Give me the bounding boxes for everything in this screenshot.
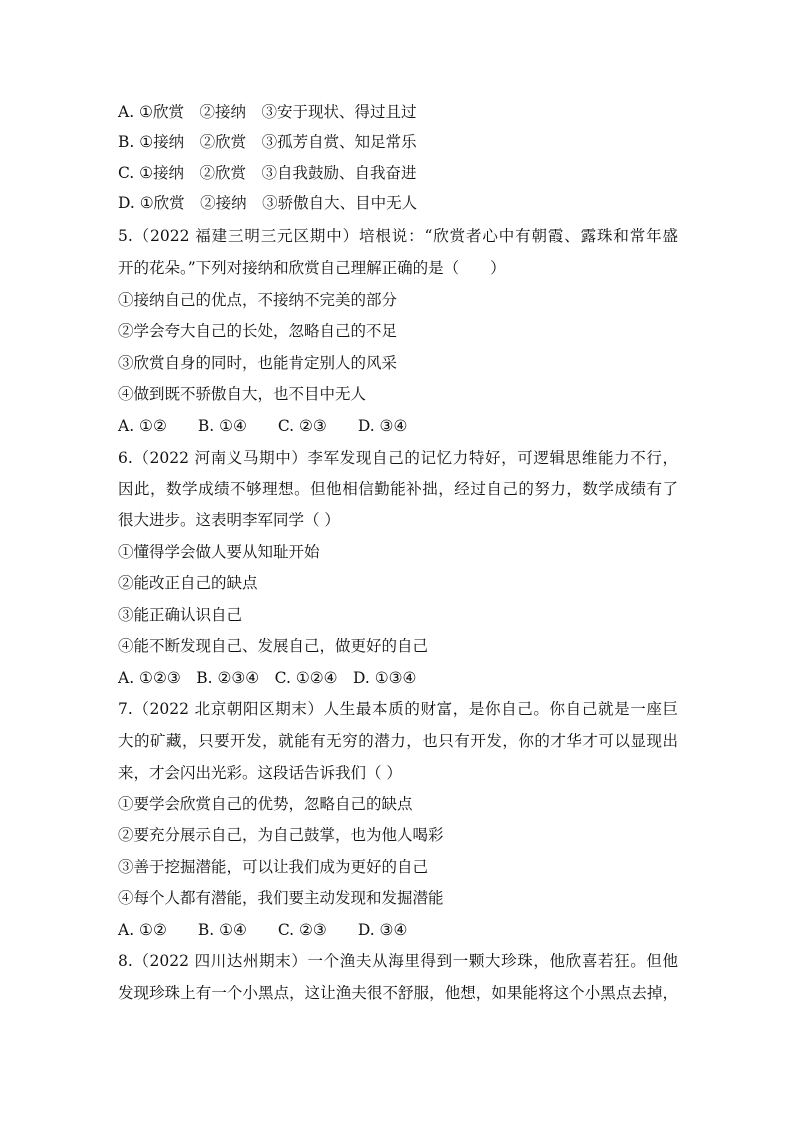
q6-stem-line-1: 6.（2022 河南义马期中）李军发现自己的记忆力特好，可逻辑思维能力不行， [118, 449, 678, 467]
q8-stem-line-1: 8.（2022 四川达州期末）一个渔夫从海里得到一颗大珍珠，他欣喜若狂。但他 [118, 952, 678, 970]
q5-statement-1: ①接纳自己的优点，不接纳不完美的部分 [118, 291, 398, 309]
q7-statement-3: ③善于挖掘潜能，可以让我们成为更好的自己 [118, 858, 429, 876]
q6-options: A. ①②③ B. ②③④ C. ①②④ D. ①③④ [118, 669, 417, 687]
q7-stem-line-2: 大的矿藏，只要开发，就能有无穷的潜力，也只有开发，你的才华才可以显现出 [118, 732, 678, 750]
q7-stem-line-1: 7.（2022 北京朝阳区期末）人生最本质的财富，是你自己。你自己就是一座巨 [118, 700, 678, 718]
q5-options: A. ①② B. ①④ C. ②③ D. ③④ [118, 417, 408, 435]
q6-statement-3: ③能正确认识自己 [118, 606, 243, 624]
q4-option-b: B. ①接纳 ②欣赏 ③孤芳自赏、知足常乐 [118, 133, 417, 151]
q5-statement-3: ③欣赏自身的同时，也能肯定别人的风采 [118, 354, 398, 372]
q7-stem-line-3: 来，才会闪出光彩。这段话告诉我们（ ） [118, 764, 402, 782]
q6-stem-line-2: 因此，数学成绩不够理想。但他相信勤能补拙，经过自己的努力，数学成绩有了 [118, 480, 678, 498]
q5-statement-4: ④做到既不骄傲自大，也不目中无人 [118, 385, 367, 403]
q6-statement-2: ②能改正自己的缺点 [118, 574, 258, 592]
q7-statement-2: ②要充分展示自己，为自己鼓掌，也为他人喝彩 [118, 826, 444, 844]
q7-statement-4: ④每个人都有潜能，我们要主动发现和发掘潜能 [118, 889, 444, 907]
q8-stem-line-2: 发现珍珠上有一个小黑点，这让渔夫很不舒服，他想，如果能将这个小黑点去掉， [118, 984, 678, 1002]
q4-option-c: C. ①接纳 ②欣赏 ③自我鼓励、自我奋进 [118, 164, 417, 182]
q5-stem-line-1: 5.（2022 福建三明三元区期中）培根说：“欣赏者心中有朝霞、露珠和常年盛 [118, 227, 678, 245]
q7-options: A. ①② B. ①④ C. ②③ D. ③④ [118, 921, 408, 939]
q5-stem-line-2: 开的花朵。”下列对接纳和欣赏自己理解正确的是（ ） [118, 259, 506, 277]
q6-statement-4: ④能不断发现自己、发展自己，做更好的自己 [118, 637, 429, 655]
q6-stem-line-3: 很大进步。这表明李军同学（ ） [118, 511, 340, 529]
q4-option-a: A. ①欣赏 ②接纳 ③安于现状、得过且过 [118, 103, 417, 121]
q6-statement-1: ①懂得学会做人要从知耻开始 [118, 543, 320, 561]
q4-option-d: D. ①欣赏 ②接纳 ③骄傲自大、目中无人 [118, 194, 418, 212]
q5-statement-2: ②学会夸大自己的长处，忽略自己的不足 [118, 322, 398, 340]
q7-statement-1: ①要学会欣赏自己的优势，忽略自己的缺点 [118, 795, 413, 813]
